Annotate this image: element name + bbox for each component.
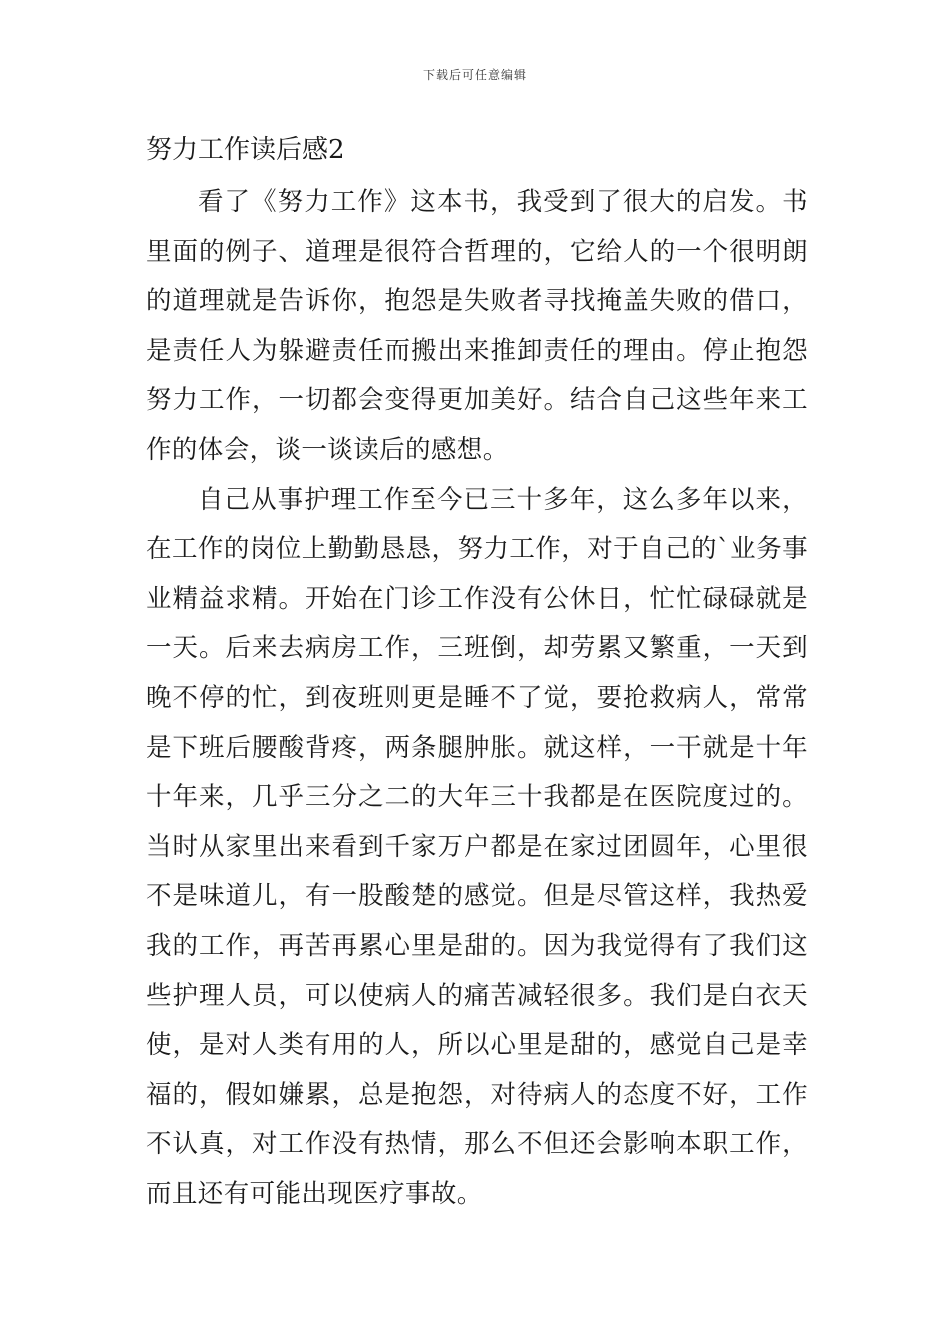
document-body [146,178,808,1219]
paragraph-1: 看了《努力工作》这本书，我受到了很大的启发。书里面的例子、道理是很符合哲理的，它给人的一个很明朗的道理就是告诉你，抱怨是失败者寻找掩盖失败的借口，是责任人为躲避责任而搬出来推卸责任的理由。停止抱怨努力工作，一切都会变得更加美好。结合自己这些年来工作的体会，谈一谈读后的感想。 [146,187,808,465]
document-title: 努力工作读后感2 [146,135,345,165]
paragraph-2: 自己从事护理工作至今已三十多年，这么多年以来，在工作的岗位上勤勤恳恳，努力工作，对于自己的`业务事业精益求精。开始在门诊工作没有公休日，忙忙碌碌就是一天。后来去病房工作，三班倒，却劳累又繁重，一天到晚不停的忙，到夜班则更是睡不了觉，要抢救病人，常常是下班后腰酸背疼，两条腿肿胀。就这样，一干就是十年十年来，几乎三分之二的大年三十我都是在医院度过的。当时从家里出来看到千家万户都是在家过团圆年，心里很不是味道儿，有一股酸楚的感觉。但是尽管这样，我热爱我的工作，再苦再累心里是甜的。因为我觉得有了我们这些护理人员，可以使病人的痛苦减轻很多。我们是白衣天使，是对人类有用的人，所以心里是甜的，感觉自己是幸福的，假如嫌累，总是抱怨，对待病人的态度不好，工作不认真，对工作没有热情，那么不但还会影响本职工作，而且还有可能出现医疗事故。 [146,484,808,1209]
page-header: 下载后可任意编辑 [422,68,527,82]
